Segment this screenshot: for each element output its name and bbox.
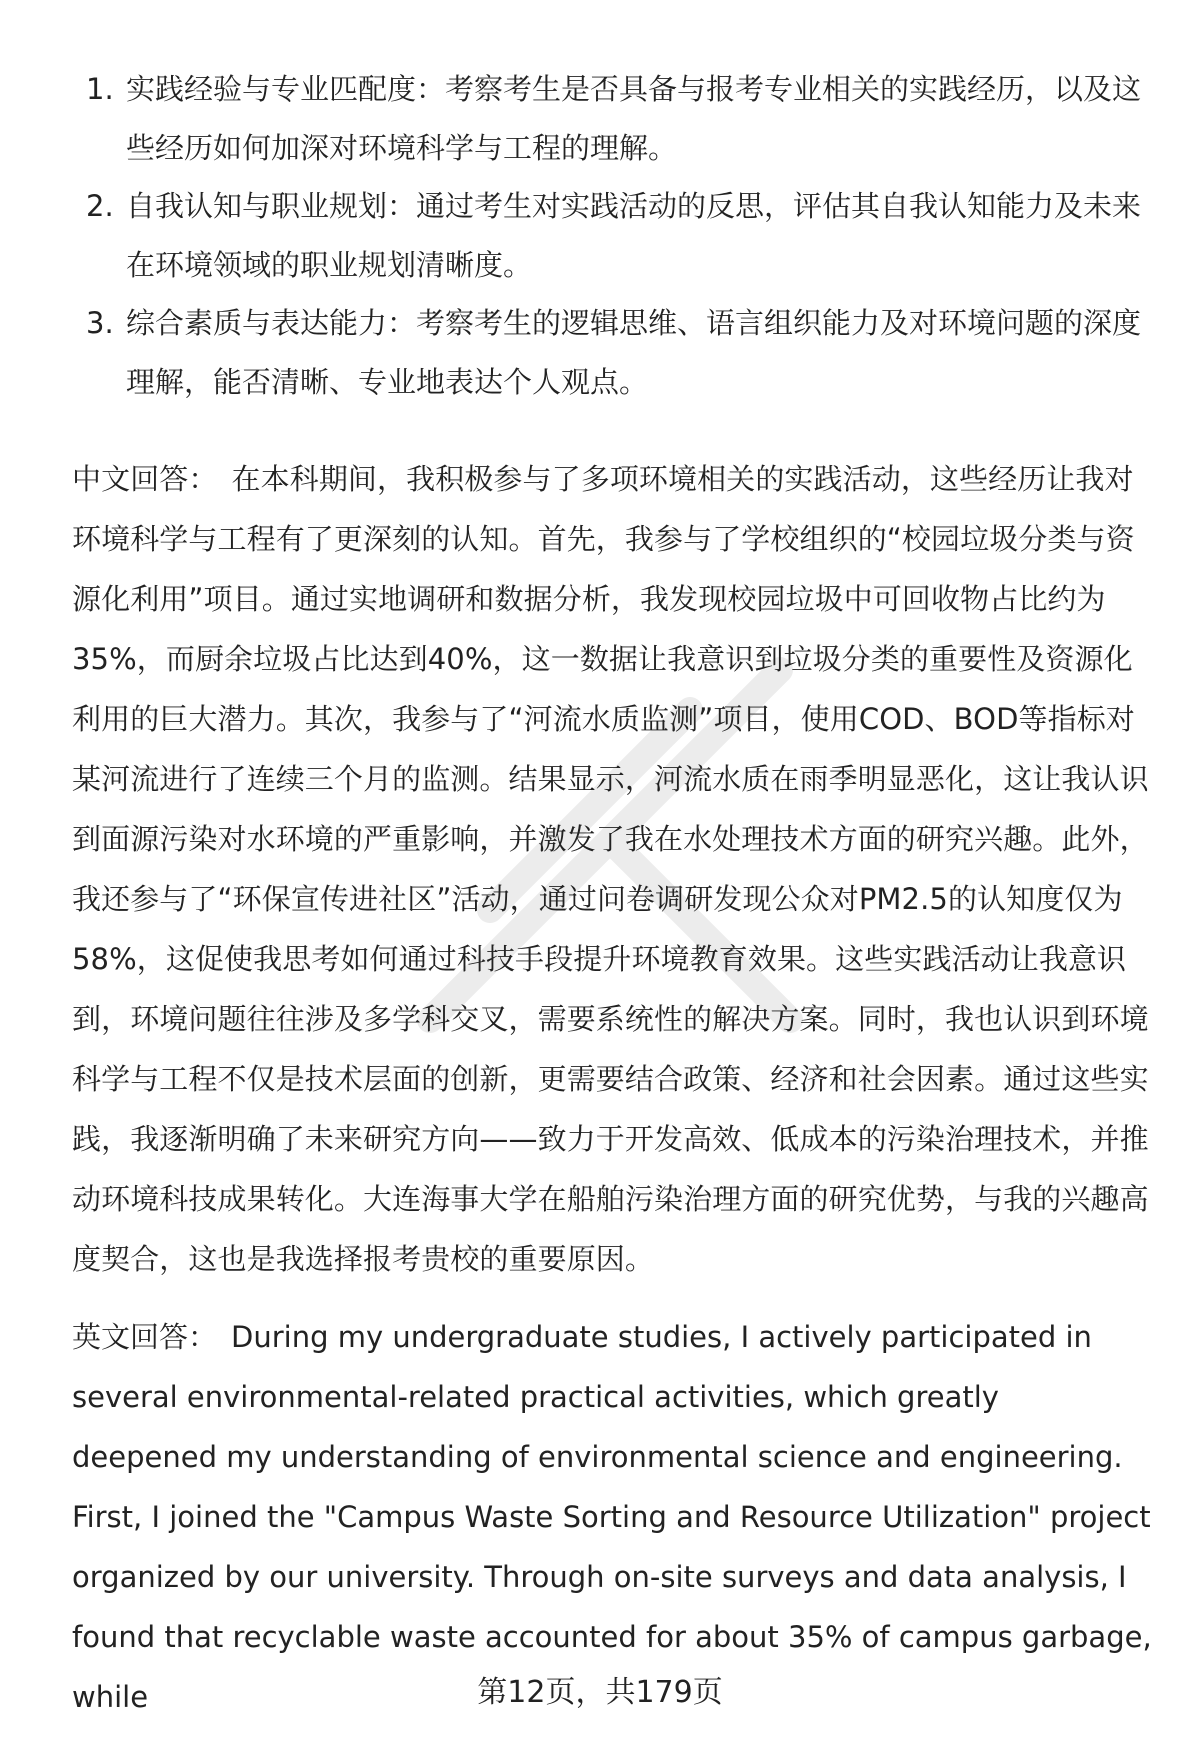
criteria-text: 综合素质与表达能力：考察考生的逻辑思维、语言组织能力及对环境问题的深度理解，能否清晰、专业地表达个人观点。 — [126, 306, 1142, 399]
criteria-number: 2. — [86, 189, 114, 223]
english-answer-text: During my undergraduate studies, I actively participated in several environmental-related practical activities, which greatly deepened my understanding of environmental science and engineering. First, I joined the "Campus Waste Sorting and Resource Utilization" project organized by our university. Through on-site surveys and data analysis, I found that recyclable waste accounted for about 35% of campus garbage, while — [72, 1320, 1152, 1714]
chinese-answer-paragraph — [72, 449, 1152, 1289]
evaluation-criteria-list — [72, 60, 1152, 411]
criteria-number: 1. — [86, 72, 114, 106]
chinese-answer-label: 中文回答： — [72, 462, 218, 496]
criteria-text: 实践经验与专业匹配度：考察考生是否具备与报考专业相关的实践经历，以及这些经历如何加深对环境科学与工程的理解。 — [126, 72, 1142, 165]
criteria-item — [72, 177, 1152, 294]
english-answer-paragraph — [72, 1307, 1152, 1727]
english-answer-label: 英文回答： — [72, 1320, 218, 1354]
criteria-item — [72, 294, 1152, 411]
criteria-number: 3. — [86, 306, 114, 340]
criteria-item — [72, 60, 1152, 177]
page-number-footer: 第12页，共179页 — [477, 1675, 723, 1710]
chinese-answer-text: 在本科期间，我积极参与了多项环境相关的实践活动，这些经历让我对环境科学与工程有了更深刻的认知。首先，我参与了学校组织的“校园垃圾分类与资源化利用”项目。通过实地调研和数据分析，我发现校园垃圾中可回收物占比约为35%，而厨余垃圾占比达到40%，这一数据让我意识到垃圾分类的重要性及资源化利用的巨大潜力。其次，我参与了“河流水质监测”项目，使用COD、BOD等指标对某河流进行了连续三个月的监测。结果显示，河流水质在雨季明显恶化，这让我认识到面源污染对水环境的严重影响，并激发了我在水处理技术方面的研究兴趣。此外，我还参与了“环保宣传进社区”活动，通过问卷调研发现公众对PM2.5的认知度仅为58%，这促使我思考如何通过科技手段提升环境教育效果。这些实践活动让我意识到，环境问题往往涉及多学科交叉，需要系统性的解决方案。同时，我也认识到环境科学与工程不仅是技术层面的创新，更需要结合政策、经济和社会因素。通过这些实践，我逐渐明确了未来研究方向——致力于开发高效、低成本的污染治理技术，并推动环境科技成果转化。大连海事大学在船舶污染治理方面的研究优势，与我的兴趣高度契合，这也是我选择报考贵校的重要原因。 — [72, 462, 1149, 1276]
criteria-text: 自我认知与职业规划：通过考生对实践活动的反思，评估其自我认知能力及未来在环境领域的职业规划清晰度。 — [126, 189, 1142, 282]
